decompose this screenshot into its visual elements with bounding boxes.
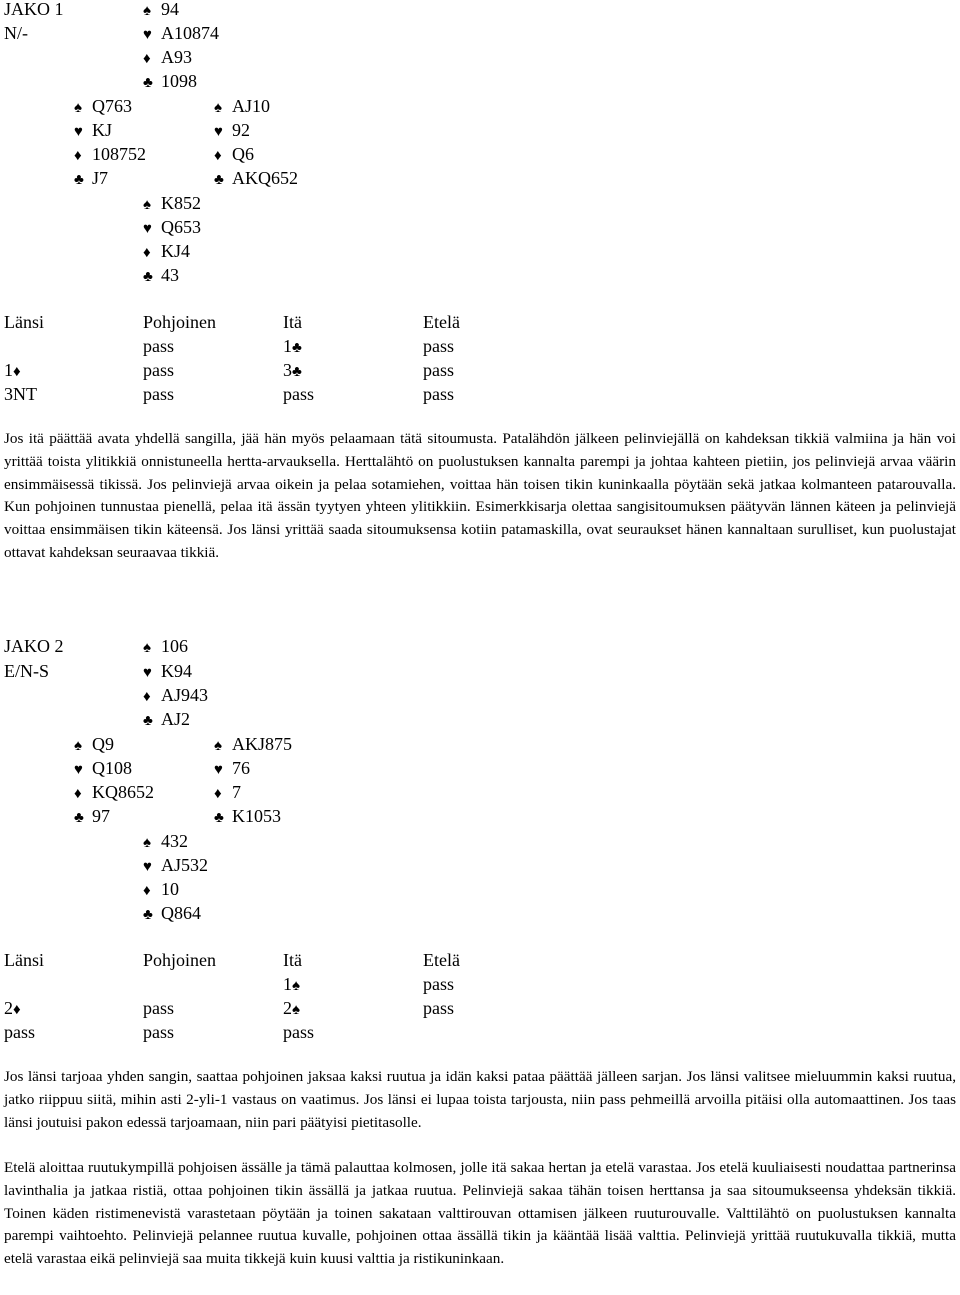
deal-1-north-hearts: ♥ A10874	[143, 21, 219, 47]
deal-2-south-diamonds: ♦ 10	[143, 877, 179, 903]
diamond-icon: ♦	[13, 1002, 21, 1018]
deal-2-west-spades: ♠ Q9	[74, 732, 114, 758]
bid: pass	[423, 360, 454, 380]
club-icon: ♣	[292, 340, 302, 356]
bid: pass	[423, 998, 454, 1018]
heart-icon: ♥	[74, 762, 83, 778]
deal-2-vulnerability: E/N-S	[4, 661, 49, 681]
deal-2-west-hearts: ♥ Q108	[74, 756, 132, 782]
bidding-header-north: Pohjoinen	[143, 312, 217, 332]
bid: pass	[143, 336, 174, 356]
bid: 1♠	[283, 972, 310, 998]
diamond-icon: ♦	[74, 786, 82, 802]
club-icon: ♣	[143, 713, 153, 729]
bid: pass	[143, 360, 174, 380]
deal-1-north-spades: ♠ 94	[143, 0, 179, 23]
spade-icon: ♠	[143, 3, 151, 19]
diamond-icon: ♦	[143, 51, 151, 67]
heart-icon: ♥	[143, 221, 152, 237]
deal-1-west-clubs: ♣ J7	[74, 166, 108, 192]
bidding-header-south: Etelä	[423, 312, 460, 332]
spade-icon: ♠	[74, 738, 82, 754]
bidding-header-east: Itä	[283, 950, 302, 970]
deal-2-north-diamonds: ♦ AJ943	[143, 683, 208, 709]
diamond-icon: ♦	[143, 245, 151, 261]
diamond-icon: ♦	[214, 786, 222, 802]
deal-2-east-diamonds: ♦ 7	[214, 780, 241, 806]
deal-1-west-spades: ♠ Q763	[74, 94, 132, 120]
deal-1-east-diamonds: ♦ Q6	[214, 142, 254, 168]
deal-2-east-hearts: ♥ 76	[214, 756, 250, 782]
deal-1-title: JAKO 1	[4, 0, 64, 19]
spade-icon: ♠	[143, 640, 151, 656]
deal-1-west-diamonds: ♦ 108752	[74, 142, 146, 168]
club-icon: ♣	[74, 172, 84, 188]
bid: 1♣	[283, 334, 310, 360]
deal-2-south-spades: ♠ 432	[143, 829, 188, 855]
spade-icon: ♠	[74, 100, 82, 116]
bid: pass	[283, 1022, 314, 1042]
deal-1-south-spades: ♠ K852	[143, 191, 201, 217]
deal-1-east-hearts: ♥ 92	[214, 118, 250, 144]
diamond-icon: ♦	[143, 689, 151, 705]
heart-icon: ♥	[143, 665, 152, 681]
bidding-header-south: Etelä	[423, 950, 460, 970]
deal-2-north-spades: ♠ 106	[143, 634, 188, 660]
club-icon: ♣	[214, 172, 224, 188]
deal-1-south-hearts: ♥ Q653	[143, 215, 201, 241]
deal-1-south-diamonds: ♦ KJ4	[143, 239, 190, 265]
diamond-icon: ♦	[13, 364, 21, 380]
deal-2-west-clubs: ♣ 97	[74, 804, 110, 830]
deal-2-north-hearts: ♥ K94	[143, 659, 192, 685]
deal-2-commentary-bidding: Jos länsi tarjoaa yhden sangin, saattaa pohjoinen jaksaa kaksi ruutua ja idän kaksi pataa päättää jälleen sarjan. Jos länsi valitsee mieluummin kaksi ruutua, jatko riippuu siitä, mihin asti 2-yli-1 vastaus on vaatimus. Jos länsi ei lupaa toista tarjousta, niin pass pehmeillä arvoilla pitäisi olla automaattinen. Jos taas länsi joutuisi pakon edessä tarjoamaan, niin pari päätyisi pietitasolle.	[4, 1068, 956, 1131]
heart-icon: ♥	[214, 762, 223, 778]
club-icon: ♣	[74, 810, 84, 826]
deal-2-north-clubs: ♣ AJ2	[143, 707, 190, 733]
deal-1-east-clubs: ♣ AKQ652	[214, 166, 298, 192]
bid: 2♦	[4, 996, 31, 1022]
bidding-header-north: Pohjoinen	[143, 950, 217, 970]
heart-icon: ♥	[143, 859, 152, 875]
deal-1-east-spades: ♠ AJ10	[214, 94, 270, 120]
deal-2-south-hearts: ♥ AJ532	[143, 853, 208, 879]
spade-icon: ♠	[214, 100, 222, 116]
bid: 3NT	[4, 384, 37, 404]
bid: pass	[143, 1022, 174, 1042]
deal-2-title: JAKO 2	[4, 636, 64, 656]
bid: 1♦	[4, 358, 31, 384]
spade-icon: ♠	[143, 835, 151, 851]
heart-icon: ♥	[143, 27, 152, 43]
deal-1-vulnerability: N/-	[4, 23, 28, 43]
bidding-header-west: Länsi	[4, 950, 44, 970]
deal-2-commentary-play: Etelä aloittaa ruutukympillä pohjoisen ässälle ja tämä palauttaa kolmosen, jolle itä sakaa hertan ja etelä varastaa. Jos etelä kuuliaisesti noudattaa partnerinsa lavinthalia ja jatkaa ristiä, ottaa pohjoinen tikin ässällä ja jatkaa ruutua. Pelinviejä sakaa tähän toisen herttansa ja saa sitoumukseensa yhdeksän tikkiä. Toinen käden ristimenevistä varastetaan pöytään ja toinen sakataan valttirouvan ottamisen jälkeen ruuturouvalle. Valttilähtö on puolustuksen kannalta parempi vaihtoehto. Pelinviejä pelannee ruutua kuvalle, pohjoinen ottaa ässällä tikin ja kääntää lisää valttia. Pelinviejä yrittää ruutukuvalla tikkiä, mutta etelä varastaa eikä pelinviejä saa muita tikkejä kuin kuusi valttia ja ristikuninkaan.	[4, 1159, 956, 1268]
bid: pass	[283, 384, 314, 404]
spade-icon: ♠	[143, 197, 151, 213]
bid: pass	[143, 998, 174, 1018]
deal-1-commentary: Jos itä päättää avata yhdellä sangilla, jää hän myös pelaamaan tätä sitoumusta. Patalähdön jälkeen pelinviejällä on kahdeksan tikkiä valmiina ja hän voi yrittää toista ylitikkiä onnistuneella hertta-arvauksella. Herttalähtö on puolustuksen kannalta parempi ja johtaa kahteen pietiin, jos pelinviejä arvaa väärin ensimmäisessä tikissä. Jos pelinviejä arvaa oikein ja pelaa sotamiehen, voittaa hän toisen tikin kuninkaalla pöytään sekä jatkaa kolmanteen patarouvalla. Kun pohjoinen tunnustaa pienellä, pelaa itä ässän tyytyen yhteen ylitikkiin. Esimerkkisarja olettaa sangisitoumuksen päätyvän lännen käteen ja pelinviejä voittaa ensimmäisen tikin käteensä. Jos länsi yrittää saada sitoumuksensa kotiin patamaskilla, ovat seuraukset hänen kannaltaan surulliset, kun puolustajat ottavat kahdeksan seuraavaa tikkiä.	[4, 430, 956, 561]
deal-2-east-clubs: ♣ K1053	[214, 804, 281, 830]
club-icon: ♣	[214, 810, 224, 826]
deal-2-east-spades: ♠ AKJ875	[214, 732, 292, 758]
deal-2-west-diamonds: ♦ KQ8652	[74, 780, 154, 806]
club-icon: ♣	[292, 364, 302, 380]
spade-icon: ♠	[292, 1002, 300, 1018]
bidding-header-west: Länsi	[4, 312, 44, 332]
diamond-icon: ♦	[143, 883, 151, 899]
diamond-icon: ♦	[214, 148, 222, 164]
deal-1-north-clubs: ♣ 1098	[143, 69, 197, 95]
club-icon: ♣	[143, 75, 153, 91]
bid: pass	[423, 336, 454, 356]
deal-2-south-clubs: ♣ Q864	[143, 901, 201, 927]
deal-1-south-clubs: ♣ 43	[143, 263, 179, 289]
deal-1-west-hearts: ♥ KJ	[74, 118, 112, 144]
club-icon: ♣	[143, 269, 153, 285]
bid: pass	[423, 384, 454, 404]
bid: 2♠	[283, 996, 310, 1022]
club-icon: ♣	[143, 907, 153, 923]
bid: pass	[423, 974, 454, 994]
bid: pass	[4, 1022, 35, 1042]
deal-1-north-diamonds: ♦ A93	[143, 45, 192, 71]
bid: pass	[143, 384, 174, 404]
heart-icon: ♥	[74, 124, 83, 140]
bidding-header-east: Itä	[283, 312, 302, 332]
heart-icon: ♥	[214, 124, 223, 140]
spade-icon: ♠	[292, 978, 300, 994]
bid: 3♣	[283, 358, 310, 384]
diamond-icon: ♦	[74, 148, 82, 164]
spade-icon: ♠	[214, 738, 222, 754]
